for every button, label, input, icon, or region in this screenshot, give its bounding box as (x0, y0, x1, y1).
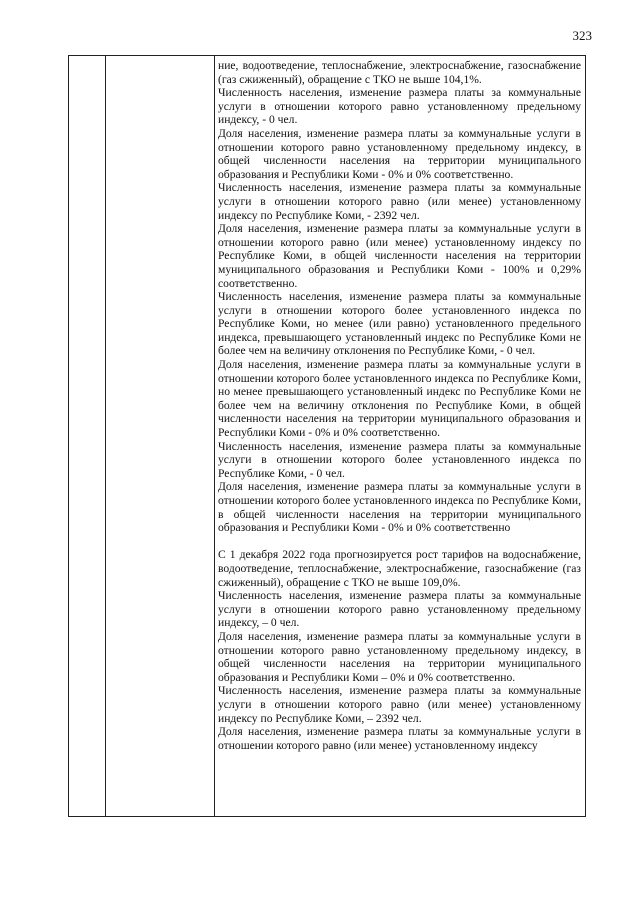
paragraph: Доля населения, изменение размера платы за коммунальные услуги в отношении которого равно установленному предельному индексу, в общей численности населения на территории муниципального образования и Республики Коми – 0% и 0% соответственно. (218, 629, 581, 684)
paragraph: Численность населения, изменение размера платы за коммунальные услуги в отношении которого равно (или менее) установленному индексу по Республике Коми, - 2392 чел. (218, 181, 581, 222)
paragraph: ние, водоотведение, теплоснабжение, электроснабжение, газоснабжение (газ сжиженный), обращение с ТКО не выше 104,1%. (218, 59, 581, 86)
page-number: 323 (572, 28, 592, 43)
table-column-divider (214, 56, 215, 816)
paragraph: Численность населения, изменение размера платы за коммунальные услуги в отношении которого равно (или менее) установленному индексу по Республике Коми, – 2392 чел. (218, 684, 581, 725)
paragraph: Доля населения, изменение размера платы за коммунальные услуги в отношении которого равно (или менее) установленному индексу по Республике Коми, в общей численности населения на территории муниципального образования и Республики Коми - 100% и 0,29% соответственно. (218, 222, 581, 290)
paragraph: Численность населения, изменение размера платы за коммунальные услуги в отношении которого более установленного индекса по Республике Коми, - 0 чел. (218, 439, 581, 480)
paragraph: Доля населения, изменение размера платы за коммунальные услуги в отношении которого равно (или менее) установленному индексу (218, 725, 581, 752)
document-table (68, 55, 586, 817)
table-cell-content (218, 59, 581, 752)
paragraph: Доля населения, изменение размера платы за коммунальные услуги в отношении которого равно установленному предельному индексу, в общей численности населения на территории муниципального образования и Республики Коми - 0% и 0% соответственно. (218, 126, 581, 181)
paragraph: Доля населения, изменение размера платы за коммунальные услуги в отношении которого более установленного индекса по Республике Коми, но менее превышающего установленный индекс по Республике Коми не более чем на величину отклонения по Республике Коми, в общей численности населения на территории муниципального образования и Республики Коми - 0% и 0% соответственно. (218, 358, 581, 440)
paragraph: Численность населения, изменение размера платы за коммунальные услуги в отношении которого более установленного индекса по Республике Коми, но менее (или равно) установленного предельного индекса, превышающего установленный индекс по Республике Коми не более чем на величину отклонения по Республике Коми, - 0 чел. (218, 290, 581, 358)
table-column-divider (105, 56, 106, 816)
paragraph: Численность населения, изменение размера платы за коммунальные услуги в отношении которого равно установленному предельному индексу, - 0 чел. (218, 86, 581, 127)
paragraph: Доля населения, изменение размера платы за коммунальные услуги в отношении которого более установленного индекса по Республике Коми, в общей численности населения на территории муниципального образования и Республики Коми - 0% и 0% соответственно (218, 480, 581, 535)
paragraph: Численность населения, изменение размера платы за коммунальные услуги в отношении которого равно установленному предельному индексу, – 0 чел. (218, 589, 581, 630)
paragraph: С 1 декабря 2022 года прогнозируется рост тарифов на водоснабжение, водоотведение, теплоснабжение, электроснабжение, газоснабжение (газ сжиженный), обращение с ТКО не выше 109,0%. (218, 548, 581, 589)
